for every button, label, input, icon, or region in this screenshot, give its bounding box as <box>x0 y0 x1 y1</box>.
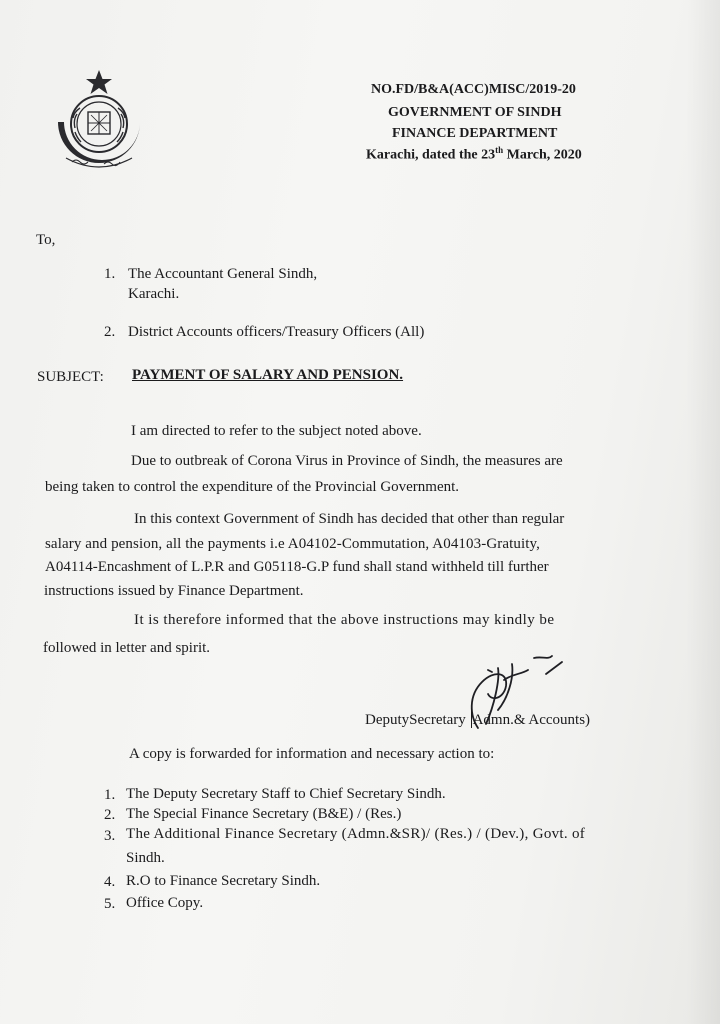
copy-item-3-number: 3. <box>104 828 116 844</box>
signatory-title-dept: Admn.& Accounts) <box>472 712 591 728</box>
date-rest: March, 2020 <box>506 147 582 163</box>
copy-item-4-text: R.O to Finance Secretary Sindh. <box>126 873 321 889</box>
signatory-title-deputy: Deputy <box>365 712 410 728</box>
to-label: To, <box>36 232 56 248</box>
recipient-1-line1: The Accountant General Sindh, <box>128 266 318 282</box>
paragraph-3-line2: salary and pension, all the payments i.e A04102-Commutation, A04103-Gratuity, <box>45 536 540 552</box>
signatory-bracket <box>471 708 472 728</box>
paragraph-3-line4: instructions issued by Finance Department. <box>44 583 304 599</box>
paragraph-4-line2: followed in letter and spirit. <box>43 640 211 656</box>
copy-intro-action: action to: <box>438 746 495 762</box>
paragraph-2-line2: being taken to control the expenditure of the Provincial Government. <box>45 479 460 495</box>
date-prefix: Karachi, dated the <box>366 147 478 163</box>
paragraph-3-line1: In this context Government of Sindh has decided that other than regular <box>134 511 565 527</box>
copy-item-3-text-cont: Sindh. <box>126 850 165 866</box>
copy-intro-text: A copy is forwarded for information and necessary <box>129 746 435 762</box>
signatory-title-secretary: Secretary <box>409 712 466 728</box>
recipient-2-line1: District Accounts officers/Treasury Officers (All) <box>128 324 425 340</box>
recipient-1-number: 1. <box>104 266 116 282</box>
paragraph-4-line1: It is therefore informed that the above instructions may kindly be <box>134 612 555 628</box>
copy-item-2-text: The Special Finance Secretary (B&E) / (Res.) <box>126 806 402 822</box>
copy-intro <box>129 746 494 763</box>
government-of-sindh-seal-icon <box>44 66 154 182</box>
date-day: 23 <box>481 147 496 163</box>
recipient-1-line2: Karachi. <box>128 286 180 302</box>
paragraph-1: I am directed to refer to the subject noted above. <box>131 423 422 439</box>
copy-item-4-number: 4. <box>104 874 116 890</box>
subject-title: PAYMENT OF SALARY AND PENSION. <box>132 367 404 383</box>
reference-number: NO.FD/B&A(ACC)MISC/2019-20 <box>371 82 576 97</box>
copy-item-5-number: 5. <box>104 896 116 912</box>
copy-item-1-number: 1. <box>104 787 116 803</box>
copy-item-2-number: 2. <box>104 807 116 823</box>
letter-date <box>366 146 582 163</box>
copy-item-1-text: The Deputy Secretary Staff to Chief Secretary Sindh. <box>126 786 446 802</box>
signatory-title <box>365 708 590 729</box>
header-department: FINANCE DEPARTMENT <box>392 126 558 141</box>
paragraph-2-line1: Due to outbreak of Corona Virus in Province of Sindh, the measures are <box>131 453 563 469</box>
paragraph-3-line3: A04114-Encashment of L.P.R and G05118-G.P fund shall stand withheld till further <box>45 559 549 575</box>
copy-item-3-text: The Additional Finance Secretary (Admn.&SR)/ (Res.) / (Dev.), Govt. of <box>126 826 586 842</box>
copy-item-5-text: Office Copy. <box>126 895 204 911</box>
subject-label: SUBJECT: <box>37 369 104 385</box>
recipient-2-number: 2. <box>104 324 116 340</box>
date-suffix: th <box>495 145 504 155</box>
header-government: GOVERNMENT OF SINDH <box>388 105 562 120</box>
